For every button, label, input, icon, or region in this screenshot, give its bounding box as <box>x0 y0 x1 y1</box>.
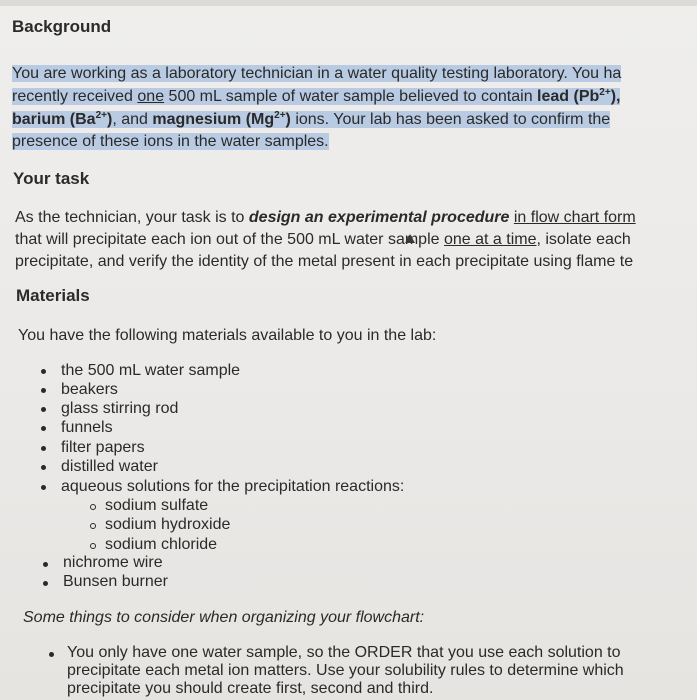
list-item: distilled water <box>61 458 158 475</box>
task-line-1: As the technician, your task is to design an experimental procedure in flow chart form <box>15 209 636 226</box>
list-item: funnels <box>61 419 113 436</box>
background-line-3: barium $(Ba^{2+})$, and magnesium $(Mg^{2+})$ ions. Your lab has been asked to confirm the <box>12 110 611 128</box>
mouse-cursor-icon <box>405 234 415 243</box>
materials-intro: You have the following materials available to you in the lab: <box>18 327 437 344</box>
top-border <box>0 0 697 6</box>
sub-list-item: sodium chloride <box>105 536 218 553</box>
background-line-4: presence of these ions in the water samples. <box>12 133 329 150</box>
background-line-2: recently received one 500 mL sample of water sample believed to contain lead $(Pb^{2+})$, <box>12 87 621 105</box>
task-line-3: precipitate, and verify the identity of the metal present in each precipitate using flame te <box>15 253 634 270</box>
sub-list-item: sodium hydroxide <box>105 516 231 533</box>
list-item: the 500 mL water sample <box>61 362 241 379</box>
circle-bullet-icon <box>90 504 96 510</box>
sub-list-item: sodium sulfate <box>105 497 209 514</box>
list-item: glass stirring rod <box>61 400 179 417</box>
consider-line-1: You only have one water sample, so the ORDER that you use each solution to <box>67 644 621 661</box>
list-item: filter papers <box>61 439 145 456</box>
background-line-1: You are working as a laboratory technician in a water quality testing laboratory. You ha <box>12 65 622 82</box>
emphasis-one: one <box>137 88 165 105</box>
task-line-2: that will precipitate each ion out of the 500 mL water sample one at a time, isolate each <box>15 231 631 248</box>
consider-heading: Some things to consider when organizing your flowchart: <box>23 609 425 626</box>
background-heading: Background <box>12 17 112 36</box>
materials-heading: Materials <box>16 286 90 305</box>
bullet-icon <box>41 388 46 393</box>
list-item: aqueous solutions for the precipitation reactions: <box>61 478 405 495</box>
bullet-icon <box>43 581 48 586</box>
consider-line-2: precipitate each metal ion matters. Use your solubility rules to determine which <box>67 662 624 679</box>
list-item: beakers <box>61 381 118 398</box>
list-item: nichrome wire <box>63 554 163 571</box>
circle-bullet-icon <box>90 523 96 529</box>
list-item: Bunsen burner <box>63 573 168 590</box>
bullet-icon <box>41 446 46 451</box>
consider-line-3: precipitate you should create first, second and third. <box>67 680 434 697</box>
bullet-icon <box>41 426 46 431</box>
bullet-icon <box>41 369 46 374</box>
task-heading: Your task <box>13 169 90 188</box>
bullet-icon <box>41 465 46 470</box>
bullet-icon <box>41 407 46 412</box>
bullet-icon <box>43 562 48 567</box>
circle-bullet-icon <box>90 543 96 549</box>
bullet-icon <box>49 652 54 657</box>
bullet-icon <box>41 485 46 490</box>
